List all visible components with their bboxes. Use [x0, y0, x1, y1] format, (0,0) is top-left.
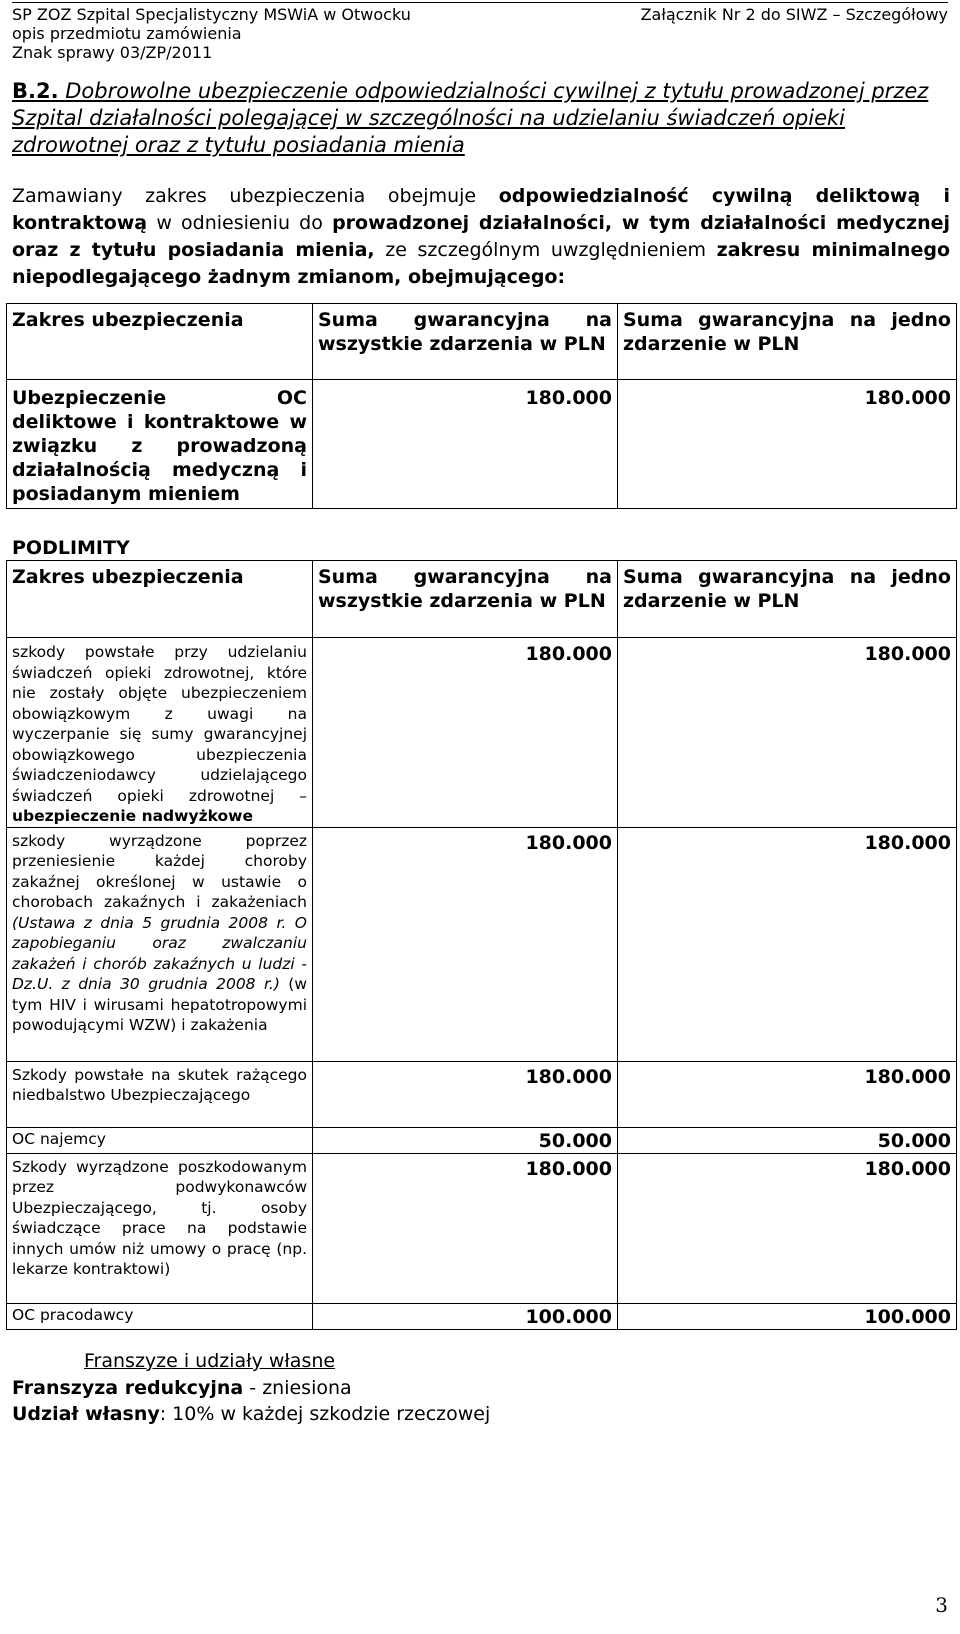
header-document-type: opis przedmiotu zamówienia	[12, 24, 242, 43]
sublimit-sum-one: 180.000	[618, 638, 957, 828]
sublimit-scope: Szkody wyrządzone poszkodowanym przez podwykonawców Ubezpieczającego, tj. osoby świadczące prace na podstawie innych umów niż umowy o pracę (np. lekarze kontraktowi)	[7, 1153, 313, 1303]
sublimit-scope	[7, 827, 313, 1061]
sublimit-scope-italic: (Ustawa z dnia 5 grudnia 2008 r. O zapobieganiu oraz zwalczaniu zakażeń i chorób zakaźnych u ludzi - Dz.U. z dnia 30 grudnia 2008 r.)	[12, 913, 307, 993]
franchise-reduction-line	[12, 1375, 352, 1401]
column-header-scope: Zakres ubezpieczenia	[7, 561, 313, 638]
table-row	[7, 1127, 957, 1153]
header-hospital-name: SP ZOZ Szpital Specjalistyczny MSWiA w Otwocku	[12, 5, 411, 24]
table-row	[7, 1303, 957, 1329]
sublimit-sum-one: 180.000	[618, 1061, 957, 1127]
intro-text-1: Zamawiany zakres ubezpieczenia obejmuje	[12, 185, 499, 207]
table-row	[7, 827, 957, 1061]
sublimit-sum-all: 100.000	[313, 1303, 618, 1329]
section-title	[12, 78, 952, 159]
sublimit-scope-bold: ubezpieczenie nadwyżkowe	[12, 807, 253, 825]
table-row	[7, 1153, 957, 1303]
table-row	[7, 638, 957, 828]
sublimit-sum-one: 180.000	[618, 827, 957, 1061]
intro-text-3: ze szczególnym uwzględnieniem	[374, 239, 717, 261]
own-share-value: : 10% w każdej szkodzie rzeczowej	[159, 1403, 491, 1425]
intro-bold-3: zakresu minimalnego niepodlegającego żadnym zmianom, obejmującego:	[12, 239, 950, 288]
own-share-label: Udział własny	[12, 1403, 160, 1425]
coverage-sum-one: 180.000	[618, 380, 957, 509]
franchise-reduction-value: - zniesiona	[243, 1377, 352, 1399]
intro-bold-2: prowadzonej działalności, w tym działalności medycznej oraz z tytułu posiadania mienia,	[12, 212, 950, 261]
column-header-sum-all: Suma gwarancyjna na wszystkie zdarzenia w PLN	[313, 561, 618, 638]
coverage-table	[6, 303, 957, 509]
sublimit-scope: OC najemcy	[7, 1127, 313, 1153]
coverage-table-header	[7, 304, 957, 380]
sublimits-table-header	[7, 561, 957, 638]
sublimit-sum-all: 180.000	[313, 638, 618, 828]
sublimit-scope-text: szkody wyrządzone poprzez przeniesienie każdej choroby zakaźnej określonej w ustawie o chorobach zakaźnych i zakażeniach	[12, 831, 307, 911]
intro-paragraph	[12, 183, 950, 291]
franchise-reduction-label: Franszyza redukcyjna	[12, 1377, 244, 1399]
table-row	[7, 1061, 957, 1127]
column-header-sum-one: Suma gwarancyjna na jedno zdarzenie w PLN	[618, 561, 957, 638]
intro-text-2: w odniesieniu do	[147, 212, 333, 234]
sublimit-sum-one: 50.000	[618, 1127, 957, 1153]
podlimity-heading: PODLIMITY	[12, 537, 130, 559]
sublimit-scope: Szkody powstałe na skutek rażącego niedbalstwo Ubezpieczającego	[7, 1061, 313, 1127]
sublimit-scope-tail: (w tym HIV i wirusami hepatotropowymi powodującymi WZW) i zakażenia	[12, 975, 307, 1034]
header-rule	[12, 2, 948, 3]
table-row	[7, 380, 957, 509]
sublimit-scope-text: szkody powstałe przy udzielaniu świadczeń opieki zdrowotnej, które nie zostały objęte ubezpieczeniem obowiązkowym z uwagi na wyczerpanie się sumy gwarancyjnej obowiązkowego ubezpieczenia świadczeniodawcy udzielającego świadczeń opieki zdrowotnej –	[12, 643, 307, 805]
header-case-number: Znak sprawy 03/ZP/2011	[12, 43, 213, 62]
sublimit-sum-one: 100.000	[618, 1303, 957, 1329]
own-share-line	[12, 1401, 490, 1427]
franchise-heading: Franszyze i udziały własne	[84, 1350, 336, 1372]
section-title-text: Dobrowolne ubezpieczenie odpowiedzialności cywilnej z tytułu prowadzonej przez Szpital działalności polegającej w szczególności na udzielaniu świadczeń opieki zdrowotnej oraz z tytułu posiadania mienia	[12, 79, 929, 157]
sublimit-scope: OC pracodawcy	[7, 1303, 313, 1329]
column-header-sum-one: Suma gwarancyjna na jedno zdarzenie w PLN	[618, 304, 957, 380]
sublimit-sum-all: 180.000	[313, 1153, 618, 1303]
sublimit-sum-one: 180.000	[618, 1153, 957, 1303]
sublimit-scope	[7, 638, 313, 828]
coverage-sum-all: 180.000	[313, 380, 618, 509]
intro-bold-1: odpowiedzialność cywilną deliktową i kontraktową	[12, 185, 950, 234]
sublimit-sum-all: 50.000	[313, 1127, 618, 1153]
sublimit-sum-all: 180.000	[313, 1061, 618, 1127]
sublimit-sum-all: 180.000	[313, 827, 618, 1061]
column-header-scope: Zakres ubezpieczenia	[7, 304, 313, 380]
page-number: 3	[935, 1593, 948, 1617]
column-header-sum-all: Suma gwarancyjna na wszystkie zdarzenia w PLN	[313, 304, 618, 380]
coverage-scope: Ubezpieczenie OC deliktowe i kontraktowe w związku z prowadzoną działalnością medyczną i posiadanym mieniem	[7, 380, 313, 509]
sublimits-table	[6, 560, 957, 1330]
section-number: B.2.	[12, 79, 59, 103]
header-attachment: Załącznik Nr 2 do SIWZ – Szczegółowy	[640, 5, 948, 24]
